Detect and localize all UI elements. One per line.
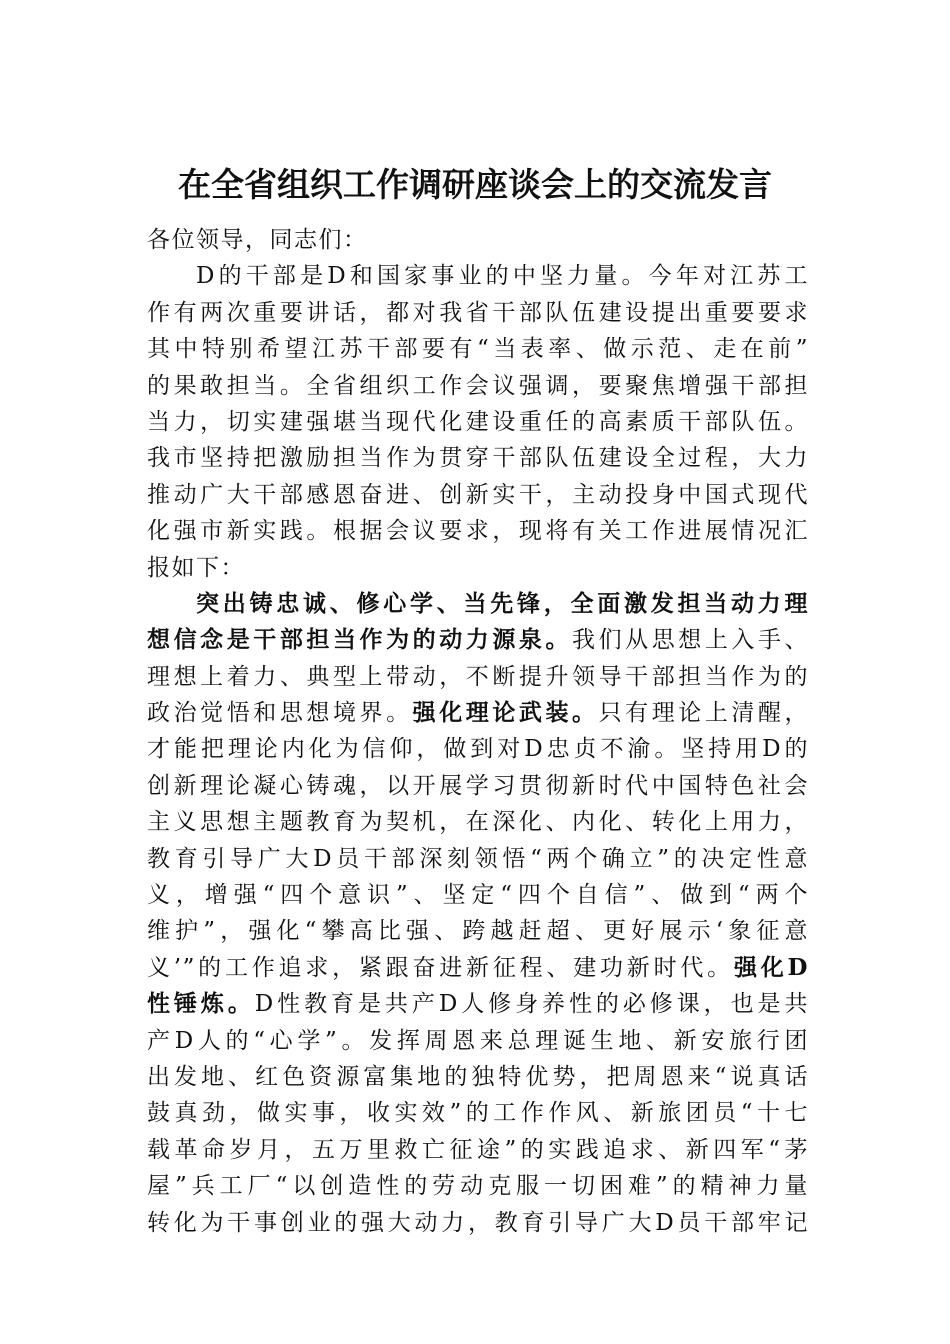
paragraph-2-line <box>147 950 809 986</box>
body-text: 我们从思想上入手、 <box>572 627 809 654</box>
paragraph-2-line <box>147 695 809 731</box>
body-text: 只有理论上清醒， <box>598 700 809 727</box>
paragraph-2-line: 载革命岁月，五万里救亡征途”的实践追求、新四军“茅 <box>147 1136 809 1163</box>
paragraph-2-line <box>147 586 809 622</box>
paragraph-1-line: 推动广大干部感恩奋进、创新实干，主动投身中国式现代 <box>147 481 809 508</box>
sub-heading-theory: 强化理论武装。 <box>412 699 599 727</box>
paragraph-1-line: 作有两次重要讲话，都对我省干部队伍建设提出重要要求 <box>147 299 809 326</box>
sub-heading-party: 强化D <box>733 953 809 981</box>
paragraph-1-line: 我市坚持把激励担当作为贯穿干部队伍建设全过程，大力 <box>147 445 809 472</box>
paragraph-2-line: 教育引导广大D员干部深刻领悟“两个确立”的决定性意 <box>147 845 809 872</box>
paragraph-2-line <box>147 986 809 1022</box>
paragraph-2-line: 才能把理论内化为信仰，做到对D忠贞不渝。坚持用D的 <box>147 736 809 763</box>
section-heading: 突出铸忠诚、修心学、当先锋，全面激发担当动力理 <box>196 589 809 617</box>
paragraph-1-line: 的果敢担当。全省组织工作会议强调，要聚焦增强干部担 <box>147 372 809 399</box>
paragraph-2-line: 出发地、红色资源富集地的独特优势，把周恩来“说真话 <box>147 1063 809 1090</box>
paragraph-2-line <box>147 622 809 658</box>
body-text: D性教育是共产D人修身养性的必修课，也是共 <box>254 991 810 1018</box>
section-heading-cont: 想信念是干部担当作为的动力源泉。 <box>147 626 572 654</box>
paragraph-2-line: 产D人的“心学”。发挥周恩来总理诞生地、新安旅行团 <box>147 1027 809 1054</box>
paragraph-1-line: 化强市新实践。根据会议要求，现将有关工作进展情况汇 <box>147 518 809 545</box>
paragraph-2-line: 主义思想主题教育为契机，在深化、内化、转化上用力， <box>147 809 809 836</box>
paragraph-2-line: 屋”兵工厂“以创造性的劳动克服一切困难”的精神力量 <box>147 1173 809 1200</box>
body-text: 政治觉悟和思想境界。 <box>147 700 413 727</box>
sub-heading-party-cont: 性锤炼。 <box>147 990 255 1018</box>
paragraph-2-line: 理想上着力、典型上带动，不断提升领导干部担当作为的 <box>147 663 809 690</box>
paragraph-1-line: 其中特别希望江苏干部要有“当表率、做示范、走在前” <box>147 336 809 363</box>
document-body <box>147 222 809 1241</box>
salutation: 各位领导，同志们： <box>147 227 368 253</box>
paragraph-2-line: 维护”，强化“攀高比强、跨越赶超、更好展示‘象征意 <box>147 918 809 945</box>
paragraph-2-line: 创新理论凝心铸魂，以开展学习贯彻新时代中国特色社会 <box>147 772 809 799</box>
paragraph-2-line: 义，增强“四个意识”、坚定“四个自信”、做到“两个 <box>147 882 809 909</box>
paragraph-2-line: 鼓真劲，做实事，收实效”的工作作风、新旅团员“十七 <box>147 1100 809 1127</box>
body-text: 义’”的工作追求，紧跟奋进新征程、建功新时代。 <box>147 954 734 981</box>
document-title: 在全省组织工作调研座谈会上的交流发言 <box>178 165 772 204</box>
paragraph-2-line: 转化为干事创业的强大动力，教育引导广大D员干部牢记 <box>147 1209 809 1236</box>
paragraph-1-line: 报如下： <box>147 554 245 581</box>
paragraph-1-line: 当力，切实建强堪当现代化建设重任的高素质干部队伍。 <box>147 408 809 435</box>
paragraph-1-line: D的干部是D和国家事业的中坚力量。今年对江苏工 <box>196 263 809 290</box>
